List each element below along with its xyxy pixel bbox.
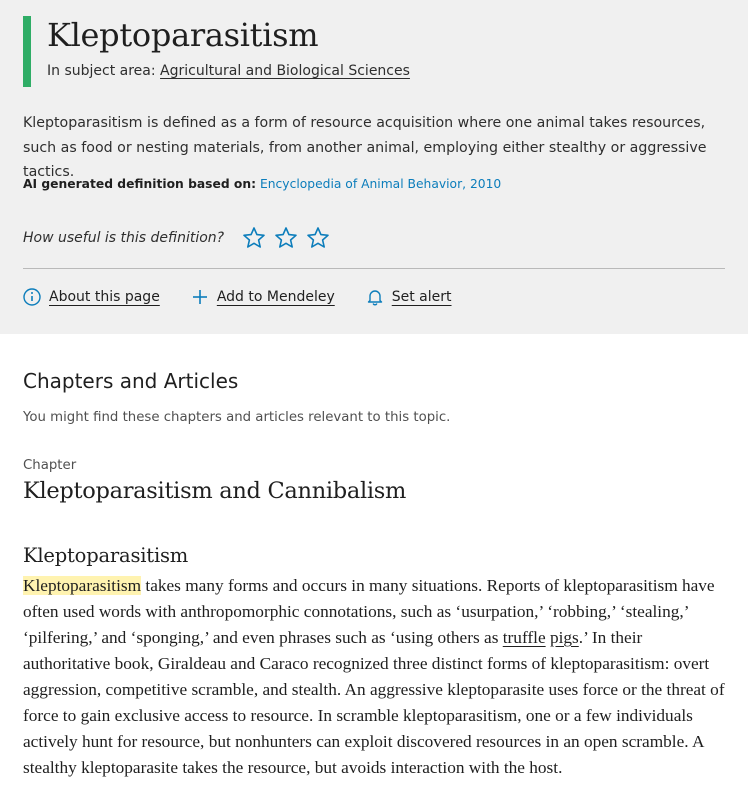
star-icon-2[interactable] bbox=[274, 226, 298, 250]
star-icon-1[interactable] bbox=[242, 226, 266, 250]
page-actions bbox=[23, 288, 483, 306]
about-page-label: About this page bbox=[49, 289, 160, 305]
section-title: Chapters and Articles bbox=[23, 369, 239, 393]
chapter-type-label: Chapter bbox=[23, 458, 77, 473]
ai-label: AI generated definition based on: bbox=[23, 177, 257, 191]
plus-icon bbox=[191, 288, 209, 306]
chapter-excerpt bbox=[23, 573, 728, 781]
subject-area-prefix: In subject area: bbox=[47, 63, 156, 79]
truffle-link[interactable]: truffle bbox=[502, 628, 546, 647]
rating-question: How useful is this definition? bbox=[23, 230, 225, 246]
definition-text: Kleptoparasitism is defined as a form of resource acquisition where one animal takes resources, such as food or nesting materials, from another animal, employing either stealthy or aggressive tactics. bbox=[23, 115, 707, 180]
subject-area-link[interactable]: Agricultural and Biological Sciences bbox=[160, 63, 410, 79]
excerpt-part-2: .’ In their authoritative book, Giraldeau and Caraco recognized three distinct forms of kleptoparasitism: overt aggression, competitive scramble, and stealth. An aggressive kleptoparasite uses force or the threat of force to gain exclusive access to resource. In scramble kleptoparasitism, one or a few individuals actively hunt for resource, but nonhunters can exploit discovered resources in an open scramble. A stealthy kleptoparasite takes the resource, but avoids interaction with the host. bbox=[23, 628, 725, 777]
subject-area-line bbox=[47, 63, 410, 79]
title-block bbox=[23, 16, 410, 87]
highlighted-term: Kleptoparasitism bbox=[23, 576, 142, 595]
about-page-button[interactable] bbox=[23, 288, 160, 306]
definition-rating bbox=[23, 226, 338, 250]
excerpt-part-1: takes many forms and occurs in many situations. Reports of kleptoparasitism have often used words with anthropomorphic connotations, such as ‘usurpation,’ ‘robbing,’ ‘stealing,’ ‘pilfering,’ and ‘sponging,’ and even phrases such as ‘using others as bbox=[23, 576, 715, 647]
info-icon bbox=[23, 288, 41, 306]
topic-header-panel bbox=[0, 0, 748, 334]
ai-definition-source bbox=[23, 177, 501, 191]
add-to-mendeley-label: Add to Mendeley bbox=[216, 289, 335, 305]
pigs-link[interactable]: pigs bbox=[549, 628, 579, 647]
set-alert-label: Set alert bbox=[391, 289, 452, 305]
add-to-mendeley-button[interactable] bbox=[191, 288, 335, 306]
divider bbox=[23, 268, 725, 269]
chapter-section-heading: Kleptoparasitism bbox=[23, 544, 189, 567]
ai-source-link[interactable]: Encyclopedia of Animal Behavior, 2010 bbox=[259, 177, 502, 191]
star-icon-3[interactable] bbox=[306, 226, 330, 250]
set-alert-button[interactable] bbox=[366, 288, 452, 306]
page-title: Kleptoparasitism bbox=[47, 16, 319, 54]
section-subtitle: You might find these chapters and articles relevant to this topic. bbox=[23, 410, 451, 425]
bell-icon bbox=[366, 288, 384, 306]
chapter-title-link[interactable]: Kleptoparasitism and Cannibalism bbox=[23, 478, 407, 504]
